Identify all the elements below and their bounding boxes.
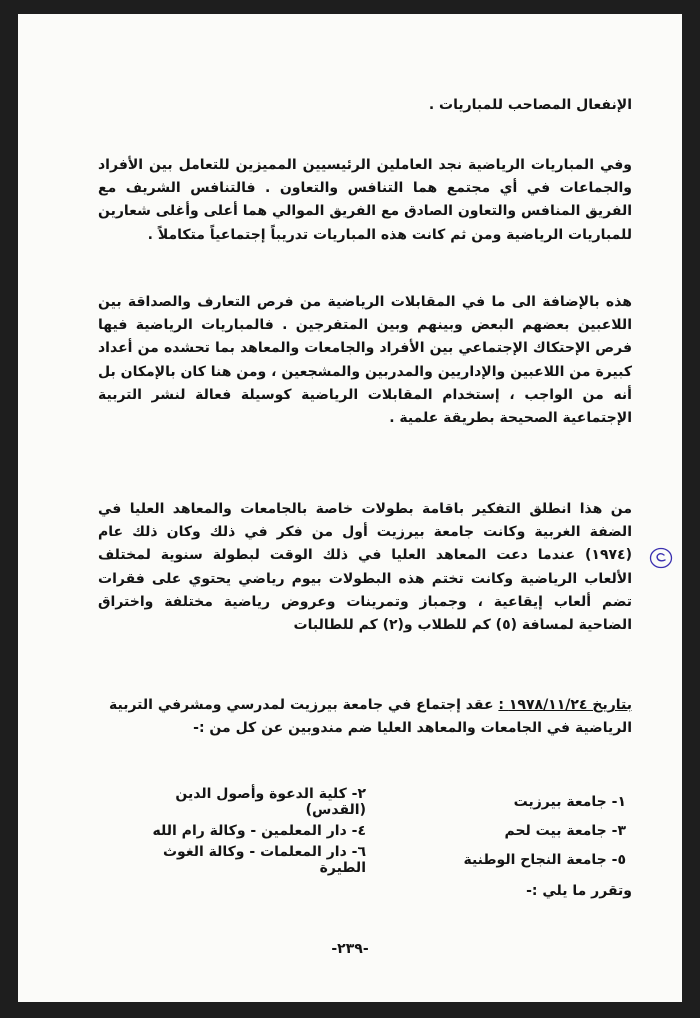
- member-item: ٦- دار المعلمات - وكالة الغوث الطيرة: [162, 843, 366, 876]
- members-row: [114, 816, 634, 845]
- member-item: ٢- كلية الدعوة وأصول الدين (القدس): [175, 785, 366, 818]
- member-item: ٥- جامعة النجاح الوطنية: [463, 851, 626, 868]
- member-item: ١- جامعة بيرزيت: [513, 793, 626, 810]
- member-item: ٣- جامعة بيت لحم: [504, 822, 626, 839]
- paragraph-1: وفي المباريات الرياضية نجد العاملين الرئيسيين المميزين للتعامل بين الأفراد والجماعات في أي مجتمع هما التنافس والتعاون . فالتنافس الشريف مع الفريق المنافس والتعاون الصادق مع الفريق الموالي هما أعلى وأغلى شعارين للمباريات الرياضية ومن ثم كانت هذه المباريات تدريباً إجتماعياً متكاملاً .: [98, 157, 632, 243]
- paragraph-3: من هذا انطلق التفكير باقامة بطولات خاصة بالجامعات والمعاهد العليا في الضفة الغربية وكانت جامعة بيرزيت أول من فكر في ذلك وكان ذلك عام (١٩٧٤) عندما دعت المعاهد العليا في ذلك الوقت لبطولة سنوية لمختلف الألعاب الرياضية وكانت تختم هذه البطولات بيوم رياضي يحتوي على فقرات تضم ألعاب إيقاعية ، وجمباز وتمرينات وعروض رياضية مختلفة واختراق الضاحية لمسافة (٥) كم للطلاب و(٢) كم للطالبات: [98, 501, 632, 634]
- members-row: [114, 845, 634, 874]
- page-number: -٢٣٩-: [331, 941, 369, 957]
- meeting-text: عقد إجتماع في جامعة بيرزيت لمدرسي ومشرفي التربية الرياضية في الجامعات والمعاهد العليا ضم مندوبين عن كل من :-: [109, 697, 632, 737]
- members-list: [114, 787, 634, 874]
- member-item: ٤- دار المعلمين - وكالة رام الله: [152, 822, 366, 839]
- members-row: [114, 787, 634, 816]
- meeting-date: بتاريخ ١٩٧٨/١١/٢٤ :: [498, 697, 632, 713]
- paragraph-2: هذه بالإضافة الى ما في المقابلات الرياضية من فرص التعارف والصداقة بين اللاعبين بعضهم البعض وبينهم وبين المتفرجين . فالمباريات الرياضية فيها فرص الإحتكاك الإجتماعي بين الأفراد والجامعات والمعاهد بما تحشده من أعداد كبيرة من اللاعبين والإداريين والمدربين والمشجعين ، ومن هنا كان بالإمكان بل أنه من الواجب ، إستخدام المقابلات الرياضية كوسيلة فعالة لنشر التربية الإجتماعية الصحيحة بطريقة علمية .: [98, 294, 632, 427]
- document-page: [18, 14, 682, 1002]
- circled-handwritten-mark-icon: [649, 547, 673, 569]
- decided-line: وتقرر ما يلي :-: [526, 883, 632, 899]
- paragraph-0: الإنفعال المصاحب للمباريات .: [428, 97, 632, 113]
- meeting-paragraph: [98, 694, 632, 740]
